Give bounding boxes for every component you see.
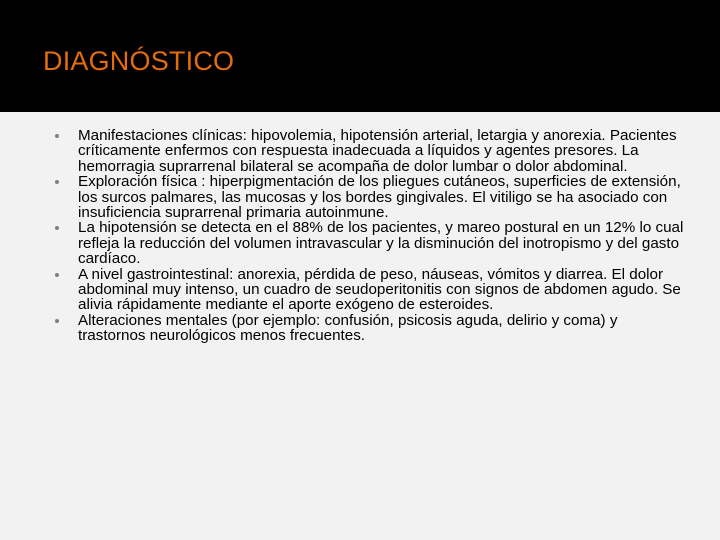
bullet-text: A nivel gastrointestinal: anorexia, pérdida de peso, náuseas, vómitos y diarrea. El dolor abdominal muy intenso, un cuadro de seudoperitonitis con signos de abdomen agudo. Se alivia rápidamente mediante el aporte exógeno de esteroides.: [78, 265, 681, 314]
bullet-text: Alteraciones mentales (por ejemplo: confusión, psicosis aguda, delirio y coma) y trastornos neurológicos menos frecuentes.: [78, 311, 618, 345]
bullet-item: [53, 313, 689, 344]
bullet-list: [53, 128, 689, 344]
bullet-text: Manifestaciones clínicas: hipovolemia, hipotensión arterial, letargia y anorexia. Pacientes críticamente enfermos con respuesta inadecuada a líquidos y agentes presores. La hemorragia suprarrenal bilateral se acompaña de dolor lumbar o dolor abdominal.: [78, 127, 677, 175]
bullet-dot-icon: [55, 319, 59, 323]
bullet-item: [53, 220, 689, 266]
bullet-text: Exploración física : hiperpigmentación de los pliegues cutáneos, superficies de extensión, los surcos palmares, las mucosas y los bordes gingivales. El vitiligo se ha asociado con insuficiencia suprarrenal primaria autoinmune.: [78, 173, 681, 222]
bullet-text: La hipotensión se detecta en el 88% de los pacientes, y mareo postural en un 12% lo cual refleja la reducción del volumen intravascular y la disminución del inotropismo y del gasto cardíaco.: [78, 219, 684, 268]
bullet-dot-icon: [55, 134, 59, 138]
title-bar: [0, 0, 720, 112]
bullet-dot-icon: [55, 273, 59, 277]
slide-title: DIAGNÓSTICO: [43, 46, 235, 76]
bullet-item: [53, 267, 689, 313]
bullet-dot-icon: [55, 180, 59, 184]
bullet-item: [53, 128, 689, 174]
slide-content: [0, 112, 720, 540]
bullet-item: [53, 174, 689, 220]
bullet-dot-icon: [55, 226, 59, 230]
